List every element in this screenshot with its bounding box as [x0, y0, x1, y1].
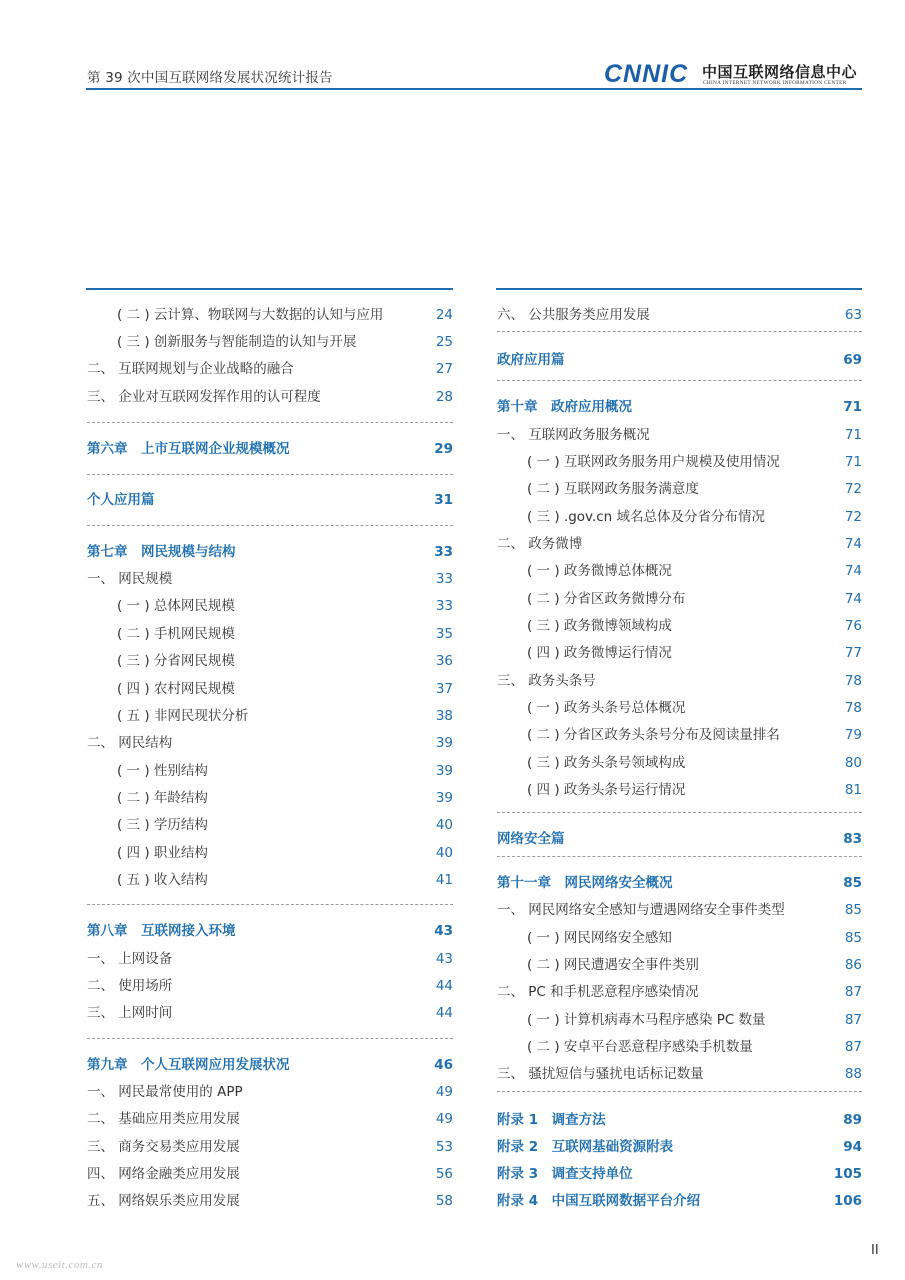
- header-rule: [86, 88, 862, 90]
- toc-entry-page: 31: [434, 492, 453, 508]
- toc-entry-title: 个人应用篇: [87, 492, 155, 508]
- toc-entry[interactable]: [87, 1083, 453, 1101]
- toc-entry-title: ( 二 ) 网民遭遇安全事件类别: [527, 957, 699, 973]
- cnnic-logo: [604, 60, 866, 88]
- toc-entry-title: ( 一 ) 政务微博总体概况: [527, 563, 672, 579]
- toc-entry-page: 76: [844, 618, 862, 634]
- toc-entry-title: 三、 商务交易类应用发展: [87, 1139, 240, 1155]
- toc-entry[interactable]: [87, 844, 453, 862]
- toc-entry[interactable]: [497, 1065, 862, 1083]
- toc-entry-page: 35: [435, 626, 453, 642]
- toc-entry-page: 106: [833, 1193, 862, 1209]
- toc-entry-page: 78: [844, 673, 862, 689]
- toc-entry-title: ( 一 ) 性别结构: [117, 763, 208, 779]
- toc-entry-title: 一、 上网设备: [87, 951, 173, 967]
- toc-entry-title: ( 三 ) 学历结构: [117, 817, 208, 833]
- toc-entry-title: ( 三 ) .gov.cn 域名总体及分省分布情况: [527, 509, 766, 525]
- toc-entry-page: 78: [844, 700, 862, 716]
- toc-entry-page: 71: [844, 427, 862, 443]
- toc-entry[interactable]: [87, 950, 453, 968]
- section-divider: [87, 525, 453, 526]
- toc-entry-title: 一、 网民规模: [87, 571, 173, 587]
- toc-entry[interactable]: [497, 453, 862, 471]
- toc-entry[interactable]: [87, 625, 453, 643]
- toc-entry-page: 87: [844, 984, 862, 1000]
- toc-entry[interactable]: [87, 680, 453, 698]
- toc-entry-title: 三、 企业对互联网发挥作用的认可程度: [87, 389, 321, 405]
- toc-entry[interactable]: [87, 977, 453, 995]
- toc-entry[interactable]: [497, 929, 862, 947]
- toc-entry-title: ( 一 ) 政务头条号总体概况: [527, 700, 686, 716]
- logo-english-name: CHINA INTERNET NETWORK INFORMATION CENTER: [703, 80, 847, 86]
- toc-entry-title: ( 一 ) 互联网政务服务用户规模及使用情况: [527, 454, 780, 470]
- toc-entry-title: 附录 2 互联网基础资源附表: [497, 1139, 674, 1155]
- section-divider: [87, 1038, 453, 1039]
- section-divider: [497, 1091, 862, 1092]
- toc-entry-page: 89: [843, 1112, 862, 1128]
- toc-entry[interactable]: [87, 762, 453, 780]
- toc-entry[interactable]: [87, 707, 453, 725]
- toc-entry[interactable]: [87, 1004, 453, 1022]
- toc-entry[interactable]: [87, 306, 453, 324]
- toc-entry-title: ( 二 ) 分省区政务头条号分布及阅读量排名: [527, 727, 780, 743]
- toc-entry-title: 三、 上网时间: [87, 1005, 173, 1021]
- toc-entry[interactable]: [87, 871, 453, 889]
- toc-entry-page: 33: [435, 598, 453, 614]
- toc-entry-page: 46: [434, 1057, 453, 1073]
- toc-entry-page: 33: [435, 571, 453, 587]
- toc-entry[interactable]: [497, 1192, 862, 1210]
- toc-entry[interactable]: [497, 874, 862, 892]
- toc-entry-page: 79: [844, 727, 862, 743]
- toc-entry-title: ( 五 ) 收入结构: [117, 872, 208, 888]
- toc-entry-title: 二、 PC 和手机恶意程序感染情况: [497, 984, 699, 1000]
- toc-entry-title: 三、 骚扰短信与骚扰电话标记数量: [497, 1066, 704, 1082]
- toc-entry-page: 85: [844, 902, 862, 918]
- toc-entry-page: 49: [435, 1111, 453, 1127]
- toc-entry[interactable]: [497, 726, 862, 744]
- toc-entry-page: 87: [844, 1039, 862, 1055]
- toc-entry-title: 二、 使用场所: [87, 978, 173, 994]
- toc-entry-title: ( 二 ) 互联网政务服务满意度: [527, 481, 699, 497]
- toc-entry-title: 一、 网民最常使用的 APP: [87, 1084, 243, 1100]
- toc-entry-page: 44: [435, 978, 453, 994]
- section-divider: [497, 856, 862, 857]
- toc-entry[interactable]: [87, 440, 453, 458]
- toc-entry[interactable]: [87, 597, 453, 615]
- toc-entry-title: 政府应用篇: [497, 352, 565, 368]
- toc-entry-page: 85: [843, 875, 862, 891]
- toc-entry-page: 72: [844, 481, 862, 497]
- toc-entry-page: 53: [435, 1139, 453, 1155]
- toc-entry[interactable]: [497, 306, 862, 324]
- toc-entry[interactable]: [497, 644, 862, 662]
- toc-entry-title: ( 二 ) 分省区政务微博分布: [527, 591, 686, 607]
- toc-entry-title: 附录 4 中国互联网数据平台介绍: [497, 1193, 701, 1209]
- toc-entry[interactable]: [87, 1192, 453, 1210]
- toc-entry-page: 105: [833, 1166, 862, 1182]
- toc-entry-page: 74: [844, 563, 862, 579]
- toc-entry-page: 74: [844, 536, 862, 552]
- toc-entry[interactable]: [87, 333, 453, 351]
- toc-entry-title: ( 二 ) 手机网民规模: [117, 626, 235, 642]
- logo-mark: CNNIC: [604, 60, 689, 88]
- toc-entry-page: 88: [844, 1066, 862, 1082]
- toc-entry-page: 40: [435, 845, 453, 861]
- toc-entry-title: 一、 互联网政务服务概况: [497, 427, 650, 443]
- toc-entry[interactable]: [497, 901, 862, 919]
- toc-entry[interactable]: [87, 543, 453, 561]
- toc-entry-title: ( 三 ) 政务头条号领域构成: [527, 755, 686, 771]
- toc-entry[interactable]: [497, 956, 862, 974]
- toc-entry-page: 81: [844, 782, 862, 798]
- logo-chinese-name: 中国互联网络信息中心: [702, 63, 858, 81]
- toc-entry-page: 69: [843, 352, 862, 368]
- toc-entry-page: 63: [844, 307, 862, 323]
- toc-entry[interactable]: [87, 652, 453, 670]
- toc-entry-title: 第八章 互联网接入环境: [87, 923, 236, 939]
- toc-entry[interactable]: [497, 781, 862, 799]
- toc-entry-page: 77: [844, 645, 862, 661]
- toc-entry-title: ( 二 ) 云计算、物联网与大数据的认知与应用: [117, 307, 384, 323]
- toc-entry-title: ( 三 ) 分省网民规模: [117, 653, 235, 669]
- toc-entry-title: 第十章 政府应用概况: [497, 399, 632, 415]
- toc-entry-page: 25: [435, 334, 453, 350]
- toc-entry[interactable]: [497, 398, 862, 416]
- toc-entry-title: 二、 互联网规划与企业战略的融合: [87, 361, 294, 377]
- toc-entry-page: 85: [844, 930, 862, 946]
- toc-entry[interactable]: [497, 1038, 862, 1056]
- toc-entry-title: 五、 网络娱乐类应用发展: [87, 1193, 240, 1209]
- toc-entry[interactable]: [497, 480, 862, 498]
- toc-entry-page: 94: [843, 1139, 862, 1155]
- toc-entry-title: ( 四 ) 政务微博运行情况: [527, 645, 672, 661]
- toc-entry-title: ( 四 ) 职业结构: [117, 845, 208, 861]
- toc-entry-page: 38: [435, 708, 453, 724]
- toc-entry[interactable]: [497, 562, 862, 580]
- toc-entry-title: 附录 1 调查方法: [497, 1112, 606, 1128]
- toc-entry-page: 86: [844, 957, 862, 973]
- toc-entry-page: 80: [844, 755, 862, 771]
- toc-entry-page: 33: [434, 544, 453, 560]
- toc-entry[interactable]: [497, 1138, 862, 1156]
- toc-entry-page: 27: [435, 361, 453, 377]
- toc-entry[interactable]: [87, 1165, 453, 1183]
- toc-entry[interactable]: [87, 491, 453, 509]
- toc-entry-title: ( 三 ) 创新服务与智能制造的认知与开展: [117, 334, 357, 350]
- toc-entry[interactable]: [87, 570, 453, 588]
- toc-entry-title: 二、 基础应用类应用发展: [87, 1111, 240, 1127]
- toc-entry-page: 39: [435, 790, 453, 806]
- toc-entry[interactable]: [497, 830, 862, 848]
- toc-entry-title: 二、 网民结构: [87, 735, 173, 751]
- toc-entry[interactable]: [497, 1165, 862, 1183]
- toc-entry[interactable]: [87, 789, 453, 807]
- section-divider: [87, 904, 453, 905]
- toc-entry-title: 网络安全篇: [497, 831, 565, 847]
- toc-entry-page: 24: [435, 307, 453, 323]
- toc-entry-title: ( 一 ) 网民网络安全感知: [527, 930, 672, 946]
- report-title: 第 39 次中国互联网络发展状况统计报告: [87, 70, 333, 86]
- toc-entry[interactable]: [87, 388, 453, 406]
- toc-entry[interactable]: [87, 1138, 453, 1156]
- toc-entry[interactable]: [87, 360, 453, 378]
- toc-entry-page: 71: [844, 454, 862, 470]
- page-number: II: [871, 1243, 879, 1258]
- toc-entry-title: 附录 3 调查支持单位: [497, 1166, 633, 1182]
- toc-entry-title: ( 二 ) 年龄结构: [117, 790, 208, 806]
- toc-entry-title: ( 五 ) 非网民现状分析: [117, 708, 249, 724]
- section-divider: [497, 812, 862, 813]
- toc-entry-page: 39: [435, 763, 453, 779]
- toc-entry-title: 第六章 上市互联网企业规模概况: [87, 441, 290, 457]
- toc-entry-page: 43: [434, 923, 453, 939]
- toc-entry-title: 三、 政务头条号: [497, 673, 596, 689]
- toc-entry[interactable]: [497, 590, 862, 608]
- toc-entry-page: 87: [844, 1012, 862, 1028]
- toc-entry[interactable]: [497, 508, 862, 526]
- section-divider: [87, 474, 453, 475]
- toc-entry[interactable]: [497, 754, 862, 772]
- toc-entry-title: ( 二 ) 安卓平台恶意程序感染手机数量: [527, 1039, 753, 1055]
- toc-entry-title: 二、 政务微博: [497, 536, 583, 552]
- toc-entry-page: 37: [435, 681, 453, 697]
- toc-entry[interactable]: [497, 617, 862, 635]
- toc-entry[interactable]: [87, 1056, 453, 1074]
- section-divider: [497, 380, 862, 381]
- toc-entry-page: 58: [435, 1193, 453, 1209]
- toc-entry-title: ( 四 ) 农村网民规模: [117, 681, 235, 697]
- left-column-top-rule: [86, 288, 453, 290]
- toc-entry-page: 83: [843, 831, 862, 847]
- toc-entry-page: 29: [434, 441, 453, 457]
- toc-entry-title: 六、 公共服务类应用发展: [497, 307, 650, 323]
- toc-entry[interactable]: [497, 426, 862, 444]
- toc-entry-title: ( 一 ) 总体网民规模: [117, 598, 235, 614]
- toc-entry-title: 四、 网络金融类应用发展: [87, 1166, 240, 1182]
- toc-entry[interactable]: [497, 672, 862, 690]
- section-divider: [497, 331, 862, 332]
- toc-entry-title: ( 四 ) 政务头条号运行情况: [527, 782, 686, 798]
- section-divider: [87, 422, 453, 423]
- toc-entry-page: 56: [435, 1166, 453, 1182]
- right-column-top-rule: [496, 288, 862, 290]
- toc-entry[interactable]: [497, 535, 862, 553]
- toc-entry[interactable]: [87, 922, 453, 940]
- toc-entry-page: 39: [435, 735, 453, 751]
- toc-entry-page: 28: [435, 389, 453, 405]
- toc-entry-page: 43: [435, 951, 453, 967]
- toc-entry-page: 49: [435, 1084, 453, 1100]
- toc-entry-page: 71: [843, 399, 862, 415]
- toc-entry-page: 40: [435, 817, 453, 833]
- toc-entry-page: 72: [844, 509, 862, 525]
- toc-entry-page: 41: [435, 872, 453, 888]
- toc-entry[interactable]: [497, 699, 862, 717]
- toc-entry-page: 74: [844, 591, 862, 607]
- toc-entry-title: 第十一章 网民网络安全概况: [497, 875, 673, 891]
- toc-entry[interactable]: [497, 1011, 862, 1029]
- toc-entry-page: 44: [435, 1005, 453, 1021]
- toc-entry[interactable]: [87, 816, 453, 834]
- watermark: www.useit.com.cn: [16, 1259, 103, 1271]
- toc-entry[interactable]: [87, 1110, 453, 1128]
- toc-entry-title: ( 一 ) 计算机病毒木马程序感染 PC 数量: [527, 1012, 766, 1028]
- toc-entry[interactable]: [497, 983, 862, 1001]
- toc-entry[interactable]: [87, 734, 453, 752]
- toc-entry-title: 一、 网民网络安全感知与遭遇网络安全事件类型: [497, 902, 785, 918]
- toc-entry[interactable]: [497, 1111, 862, 1129]
- toc-entry-page: 36: [435, 653, 453, 669]
- toc-entry[interactable]: [497, 351, 862, 369]
- toc-entry-title: ( 三 ) 政务微博领域构成: [527, 618, 672, 634]
- toc-entry-title: 第九章 个人互联网应用发展状况: [87, 1057, 290, 1073]
- toc-entry-title: 第七章 网民规模与结构: [87, 544, 236, 560]
